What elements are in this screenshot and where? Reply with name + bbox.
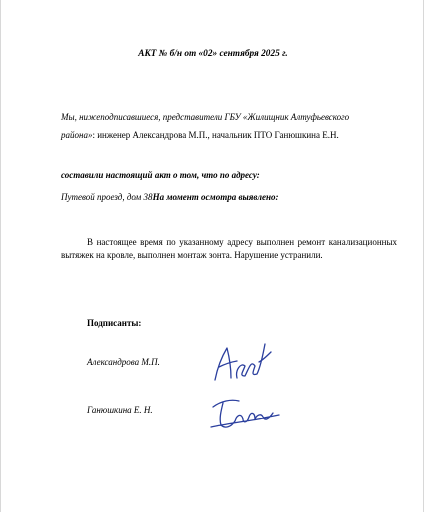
signer-name-2: Ганюшкина Е. Н. bbox=[87, 405, 153, 415]
intro-line-2 bbox=[61, 130, 339, 141]
address-street: Путевой проезд, дом 38 bbox=[61, 192, 153, 202]
signature-1-image bbox=[207, 340, 277, 386]
signer-name-1: Александрова М.П. bbox=[87, 357, 160, 367]
signature-2-image bbox=[207, 393, 283, 433]
intro-participants: : инженер Александрова М.П., начальник ПТО Ганюшкина Е.Н. bbox=[92, 130, 339, 140]
act-title: АКТ № б/н от «02» сентября 2025 г. bbox=[138, 49, 288, 59]
inspection-result-paragraph: В настоящее время по указанному адресу выполнен ремонт канализационных вытяжек на кровле, выполнен монтаж зонта. Нарушение устранили. bbox=[61, 237, 397, 260]
intro-district: района» bbox=[61, 130, 93, 140]
compiled-statement: составили настоящий акт о том, что по адресу: bbox=[61, 170, 260, 180]
signers-heading: Подписанты: bbox=[87, 318, 142, 328]
intro-line-1: Мы, нижеподписавшиеся, представители ГБУ «Жилищник Алтуфьевского bbox=[61, 112, 350, 122]
inspection-found-label: На момент осмотра выявлено: bbox=[152, 192, 279, 202]
address-line bbox=[61, 192, 278, 203]
